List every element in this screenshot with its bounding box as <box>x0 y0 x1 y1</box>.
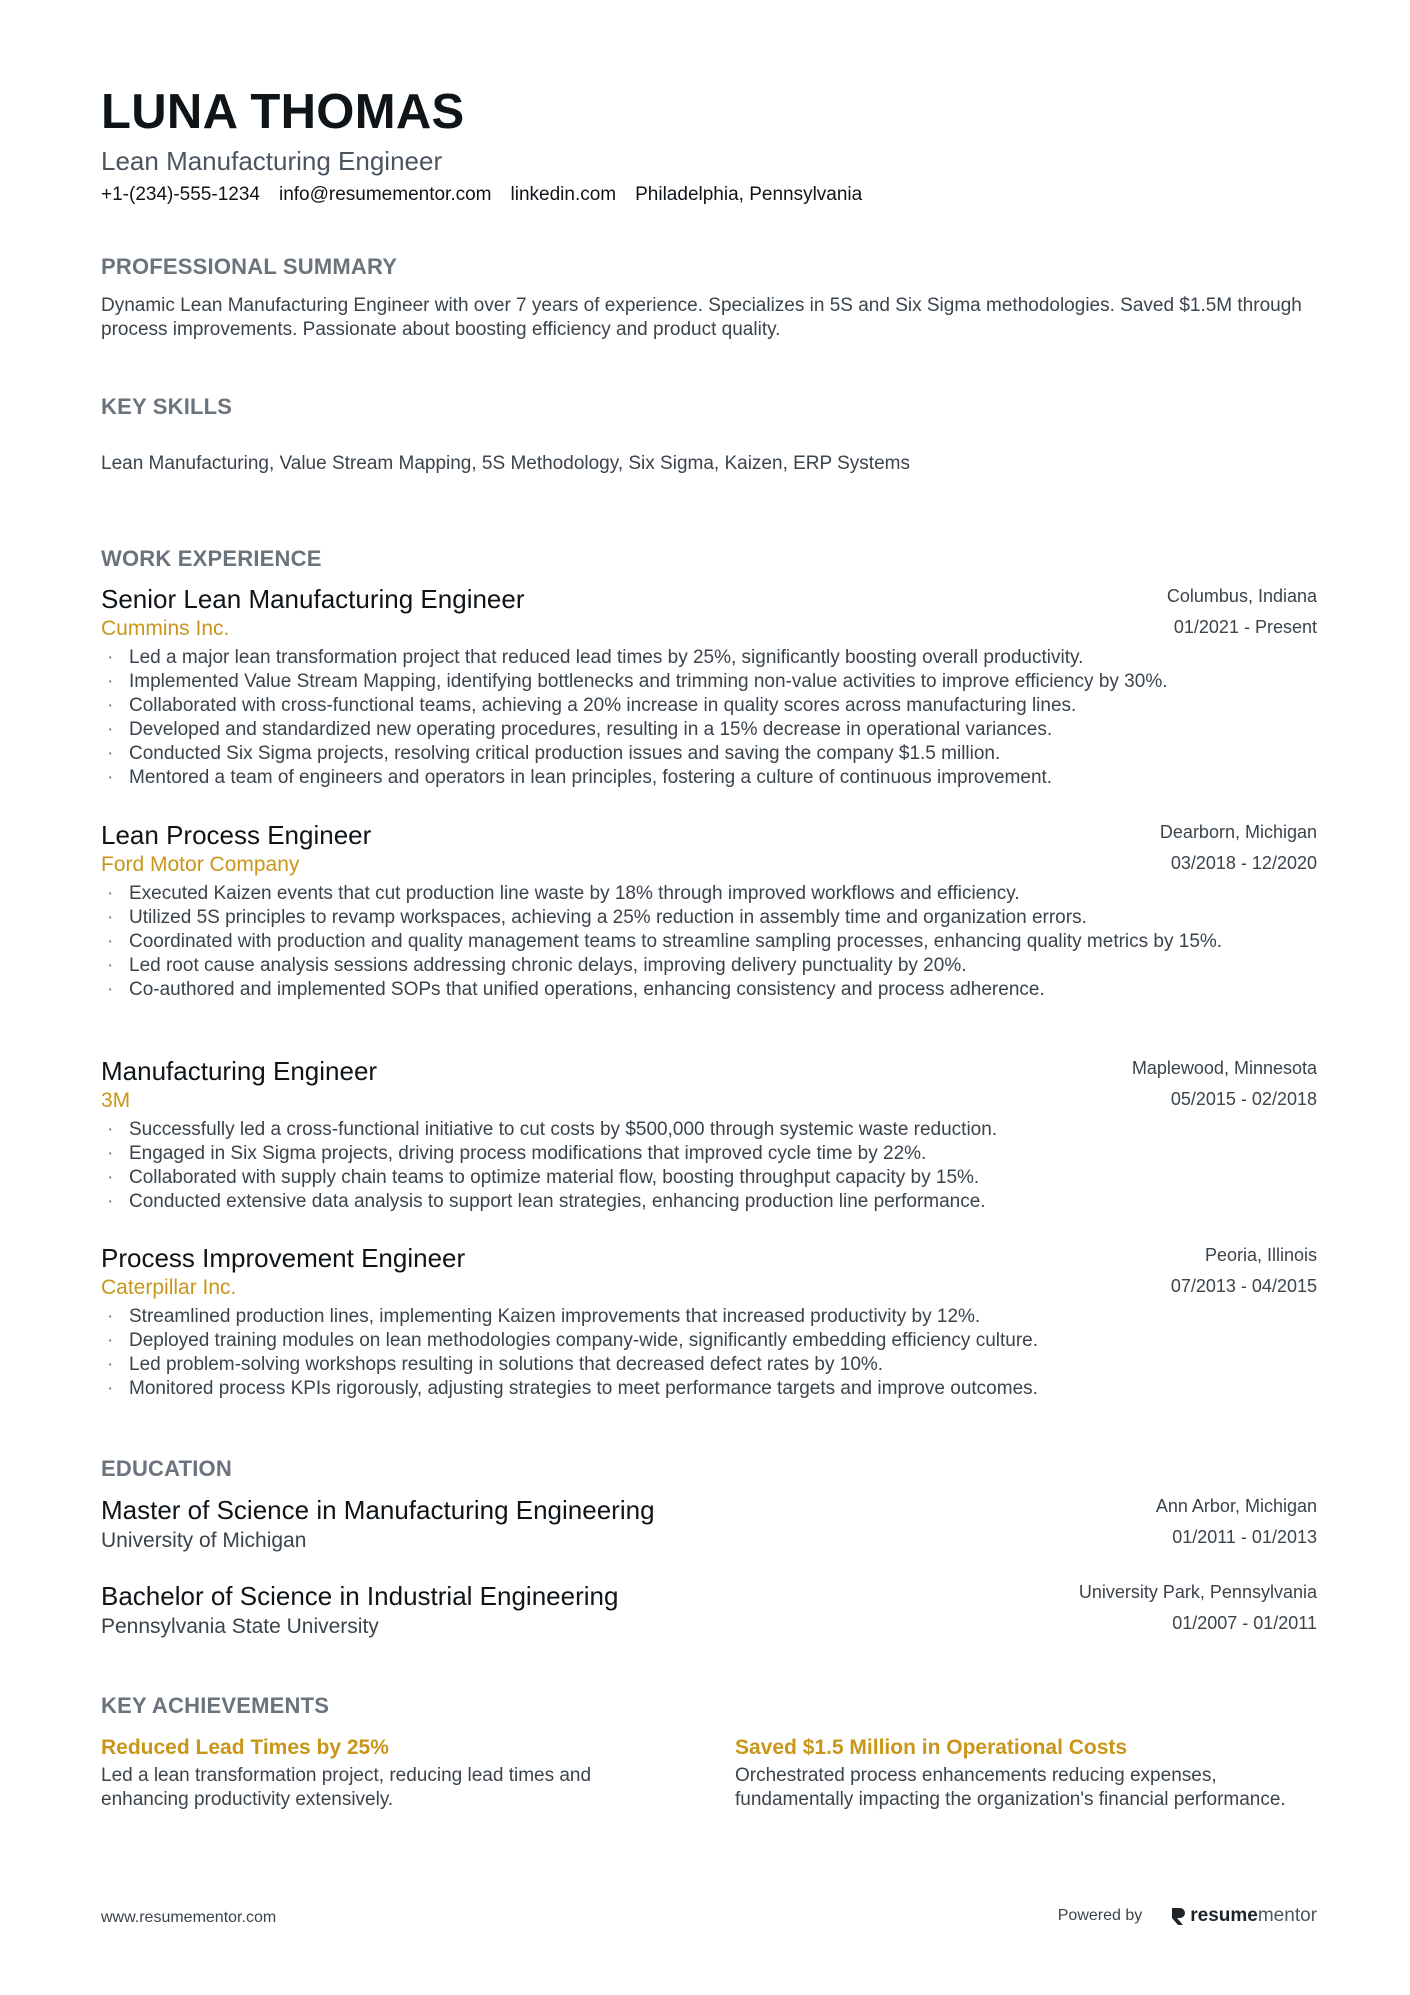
job-dates: 07/2013 - 04/2015 <box>1170 1276 1317 1296</box>
candidate-title: Lean Manufacturing Engineer <box>101 146 443 176</box>
candidate-name: LUNA THOMAS <box>101 85 465 139</box>
job-bullet: · Conducted extensive data analysis to support lean strategies, enhancing production line performance. <box>101 1190 1317 1214</box>
job-bullet: · Monitored process KPIs rigorously, adjusting strategies to meet performance targets and improve outcomes. <box>101 1377 1317 1401</box>
contact-linkedin: linkedin.com <box>510 184 617 205</box>
job-entry <box>101 820 1317 1002</box>
education-school: Pennsylvania State University <box>101 1615 379 1638</box>
job-bullet: · Conducted Six Sigma projects, resolving critical production issues and saving the company $1.5 million. <box>101 742 1317 766</box>
job-company: Ford Motor Company <box>101 853 300 876</box>
education-school: University of Michigan <box>101 1529 307 1552</box>
resumementor-logo-icon <box>1170 1906 1186 1926</box>
job-bullets <box>101 1305 1317 1401</box>
job-bullet: · Mentored a team of engineers and operators in lean principles, fostering a culture of continuous improvement. <box>101 766 1317 790</box>
resumementor-logo[interactable] <box>1170 1905 1317 1927</box>
job-bullet: · Successfully led a cross-functional initiative to cut costs by $500,000 through systemic waste reduction. <box>101 1118 1317 1142</box>
job-title: Senior Lean Manufacturing Engineer <box>101 584 525 614</box>
job-location: Columbus, Indiana <box>1166 586 1317 606</box>
job-location: Maplewood, Minnesota <box>1131 1058 1317 1078</box>
achievement-text: Orchestrated process enhancements reducing expenses, fundamentally impacting the organization's financial performance. <box>735 1765 1286 1810</box>
job-dates: 03/2018 - 12/2020 <box>1170 853 1317 873</box>
education-dates: 01/2011 - 01/2013 <box>1172 1527 1317 1547</box>
job-location: Peoria, Illinois <box>1204 1245 1317 1265</box>
experience-heading: WORK EXPERIENCE <box>101 546 322 571</box>
job-dates: 05/2015 - 02/2018 <box>1170 1089 1317 1109</box>
education-entry <box>101 1580 1317 1642</box>
job-bullet: · Led problem-solving workshops resulting in solutions that decreased defect rates by 10%. <box>101 1353 1317 1377</box>
job-bullet: · Coordinated with production and quality management teams to streamline sampling processes, enhancing quality metrics by 15%. <box>101 930 1317 954</box>
summary-text: Dynamic Lean Manufacturing Engineer with over 7 years of experience. Specializes in 5S and Six Sigma methodologies. Saved $1.5M through process improvements. Passionate about boosting efficiency and product quality. <box>101 295 1302 340</box>
skills-heading: KEY SKILLS <box>101 394 233 419</box>
job-title: Manufacturing Engineer <box>101 1056 378 1086</box>
job-bullets <box>101 646 1317 790</box>
job-dates: 01/2021 - Present <box>1173 617 1317 637</box>
job-bullet: · Deployed training modules on lean methodologies company-wide, significantly embedding efficiency culture. <box>101 1329 1317 1353</box>
job-bullet: · Utilized 5S principles to revamp workspaces, achieving a 25% reduction in assembly time and organization errors. <box>101 906 1317 930</box>
job-bullets <box>101 882 1317 1002</box>
education-degree: Bachelor of Science in Industrial Engineering <box>101 1581 619 1611</box>
job-entry <box>101 1243 1317 1401</box>
job-location: Dearborn, Michigan <box>1159 822 1317 842</box>
education-location: University Park, Pennsylvania <box>1078 1582 1317 1602</box>
job-bullets <box>101 1118 1317 1214</box>
job-bullet: · Collaborated with cross-functional teams, achieving a 20% increase in quality scores across manufacturing lines. <box>101 694 1317 718</box>
job-bullet: · Developed and standardized new operating procedures, resulting in a 15% decrease in operational variances. <box>101 718 1317 742</box>
job-company: 3M <box>101 1089 131 1112</box>
job-title: Process Improvement Engineer <box>101 1243 466 1273</box>
summary-heading: PROFESSIONAL SUMMARY <box>101 254 398 279</box>
job-entry <box>101 1056 1317 1214</box>
job-title: Lean Process Engineer <box>101 820 372 850</box>
contact-email: info@resumementor.com <box>278 184 492 205</box>
achievement-title: Reduced Lead Times by 25% <box>101 1736 389 1759</box>
brand-bold-text: resume <box>1190 1905 1258 1926</box>
job-bullet: · Executed Kaizen events that cut production line waste by 18% through improved workflows and efficiency. <box>101 882 1317 906</box>
contact-phone: +1-(234)-555-1234 <box>101 184 260 205</box>
job-company: Cummins Inc. <box>101 617 230 640</box>
education-entry <box>101 1494 1317 1556</box>
job-bullet: · Engaged in Six Sigma projects, driving process modifications that improved cycle time by 22%. <box>101 1142 1317 1166</box>
job-bullet: · Streamlined production lines, implementing Kaizen improvements that increased productivity by 12%. <box>101 1305 1317 1329</box>
job-bullet: · Collaborated with supply chain teams to optimize material flow, boosting throughput capacity by 15%. <box>101 1166 1317 1190</box>
achievement-text: Led a lean transformation project, reducing lead times and enhancing productivity extensively. <box>101 1765 592 1810</box>
job-bullet: · Led root cause analysis sessions addressing chronic delays, improving delivery punctuality by 20%. <box>101 954 1317 978</box>
job-entry <box>101 584 1317 790</box>
contact-location: Philadelphia, Pennsylvania <box>635 184 863 205</box>
education-heading: EDUCATION <box>101 1456 232 1481</box>
job-bullet: · Co-authored and implemented SOPs that unified operations, enhancing consistency and process adherence. <box>101 978 1317 1002</box>
achievement-title: Saved $1.5 Million in Operational Costs <box>735 1736 1128 1759</box>
achievement-item <box>101 1732 661 1812</box>
footer-branding <box>1058 1905 1317 1927</box>
job-bullet: · Implemented Value Stream Mapping, identifying bottlenecks and trimming non-value activities to improve efficiency by 30%. <box>101 670 1317 694</box>
powered-by-label: Powered by <box>1057 1907 1143 1924</box>
job-company: Caterpillar Inc. <box>101 1276 237 1299</box>
footer-website[interactable]: www.resumementor.com <box>101 1909 277 1926</box>
brand-light-text: mentor <box>1257 1905 1317 1926</box>
job-bullet: · Led a major lean transformation project that reduced lead times by 25%, significantly boosting overall productivity. <box>101 646 1317 670</box>
education-degree: Master of Science in Manufacturing Engineering <box>101 1495 655 1525</box>
contact-info <box>101 184 862 206</box>
achievements-heading: KEY ACHIEVEMENTS <box>101 1693 330 1718</box>
education-dates: 01/2007 - 01/2011 <box>1172 1613 1317 1633</box>
achievement-item <box>735 1732 1295 1812</box>
education-location: Ann Arbor, Michigan <box>1155 1496 1317 1516</box>
skills-text: Lean Manufacturing, Value Stream Mapping, 5S Methodology, Six Sigma, Kaizen, ERP Systems <box>101 453 910 474</box>
